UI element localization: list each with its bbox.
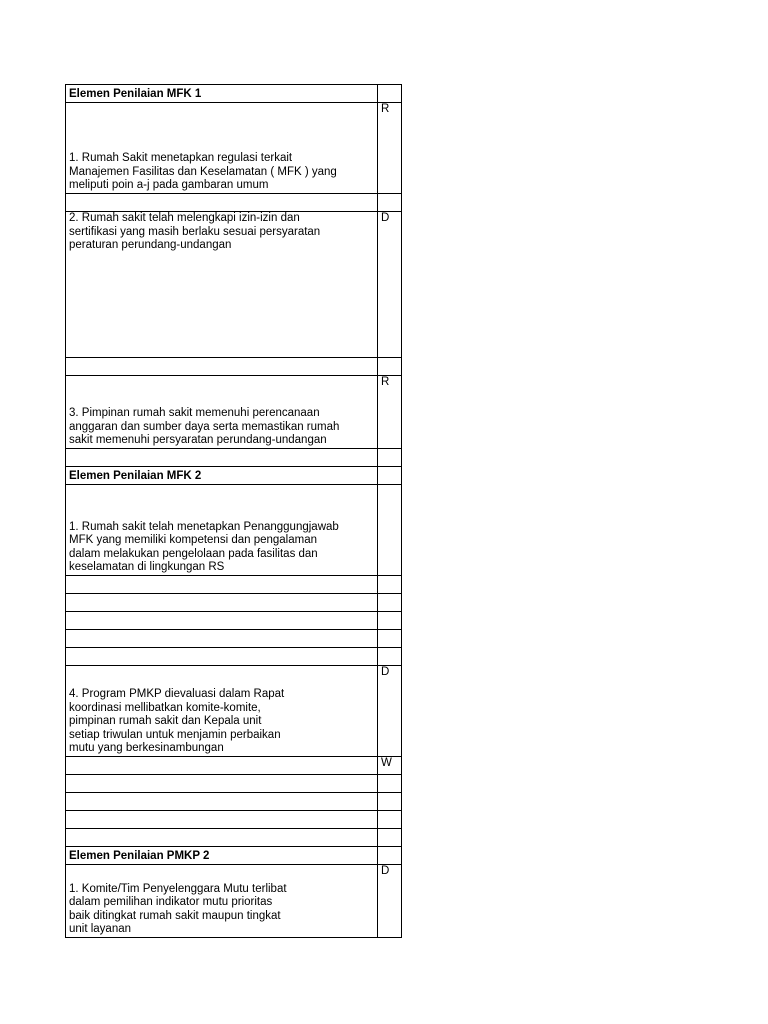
assessment-item: 3. Pimpinan rumah sakit memenuhi perencanaan anggaran dan sumber daya serta memastikan rumah sakit memenuhi persyaratan perundang-undangan bbox=[66, 376, 378, 449]
empty-cell bbox=[66, 811, 378, 829]
table-row bbox=[66, 630, 402, 648]
score-code bbox=[378, 612, 402, 630]
score-code bbox=[378, 811, 402, 829]
section-heading: Elemen Penilaian MFK 2 bbox=[66, 467, 378, 485]
empty-cell bbox=[66, 775, 378, 793]
table-row bbox=[66, 212, 402, 358]
score-code: D bbox=[378, 666, 402, 757]
table-row bbox=[66, 85, 402, 103]
table-row bbox=[66, 829, 402, 847]
table-row bbox=[66, 612, 402, 630]
assessment-item: 2. Rumah sakit telah melengkapi izin-izin dan sertifikasi yang masih berlaku sesuai persyaratan peraturan perundang-undangan bbox=[66, 212, 378, 358]
table-row bbox=[66, 194, 402, 212]
score-code: D bbox=[378, 212, 402, 358]
assessment-table bbox=[65, 84, 402, 938]
empty-cell bbox=[66, 612, 378, 630]
empty-cell bbox=[66, 630, 378, 648]
table-row bbox=[66, 594, 402, 612]
empty-cell bbox=[66, 757, 378, 775]
score-code bbox=[378, 194, 402, 212]
table-row bbox=[66, 666, 402, 757]
score-code bbox=[378, 449, 402, 467]
assessment-item: 1. Rumah Sakit menetapkan regulasi terkait Manajemen Fasilitas dan Keselamatan ( MFK ) yang meliputi poin a-j pada gambaran umum bbox=[66, 103, 378, 194]
score-code bbox=[378, 775, 402, 793]
score-code bbox=[378, 793, 402, 811]
empty-cell bbox=[66, 594, 378, 612]
assessment-item: 4. Program PMKP dievaluasi dalam Rapat koordinasi mellibatkan komite-komite, pimpinan rumah sakit dan Kepala unit setiap triwulan untuk menjamin perbaikan mutu yang berkesinambungan bbox=[66, 666, 378, 757]
score-code bbox=[378, 594, 402, 612]
score-code bbox=[378, 648, 402, 666]
score-code bbox=[378, 467, 402, 485]
table-row bbox=[66, 376, 402, 449]
assessment-item: 1. Komite/Tim Penyelenggara Mutu terlibat dalam pemilihan indikator mutu prioritas baik ditingkat rumah sakit maupun tingkat unit layanan bbox=[66, 865, 378, 938]
table-row bbox=[66, 467, 402, 485]
score-code: W bbox=[378, 757, 402, 775]
score-code bbox=[378, 85, 402, 103]
score-code bbox=[378, 576, 402, 594]
section-heading: Elemen Penilaian MFK 1 bbox=[66, 85, 378, 103]
score-code bbox=[378, 829, 402, 847]
empty-cell bbox=[66, 358, 378, 376]
table-row bbox=[66, 485, 402, 576]
section-heading: Elemen Penilaian PMKP 2 bbox=[66, 847, 378, 865]
table-row bbox=[66, 648, 402, 666]
table-row bbox=[66, 847, 402, 865]
table-row bbox=[66, 103, 402, 194]
score-code bbox=[378, 358, 402, 376]
table-row bbox=[66, 793, 402, 811]
empty-cell bbox=[66, 829, 378, 847]
table-row bbox=[66, 811, 402, 829]
table-row bbox=[66, 449, 402, 467]
table-row bbox=[66, 576, 402, 594]
table-row bbox=[66, 865, 402, 938]
assessment-item: 1. Rumah sakit telah menetapkan Penanggungjawab MFK yang memiliki kompetensi dan pengalaman dalam melakukan pengelolaan pada fasilitas dan keselamatan di lingkungan RS bbox=[66, 485, 378, 576]
score-code bbox=[378, 485, 402, 576]
empty-cell bbox=[66, 648, 378, 666]
score-code: R bbox=[378, 103, 402, 194]
table-row bbox=[66, 757, 402, 775]
score-code bbox=[378, 630, 402, 648]
score-code bbox=[378, 847, 402, 865]
table-row bbox=[66, 775, 402, 793]
empty-cell bbox=[66, 576, 378, 594]
empty-cell bbox=[66, 793, 378, 811]
table-row bbox=[66, 358, 402, 376]
score-code: D bbox=[378, 865, 402, 938]
score-code: R bbox=[378, 376, 402, 449]
empty-cell bbox=[66, 449, 378, 467]
empty-cell bbox=[66, 194, 378, 212]
